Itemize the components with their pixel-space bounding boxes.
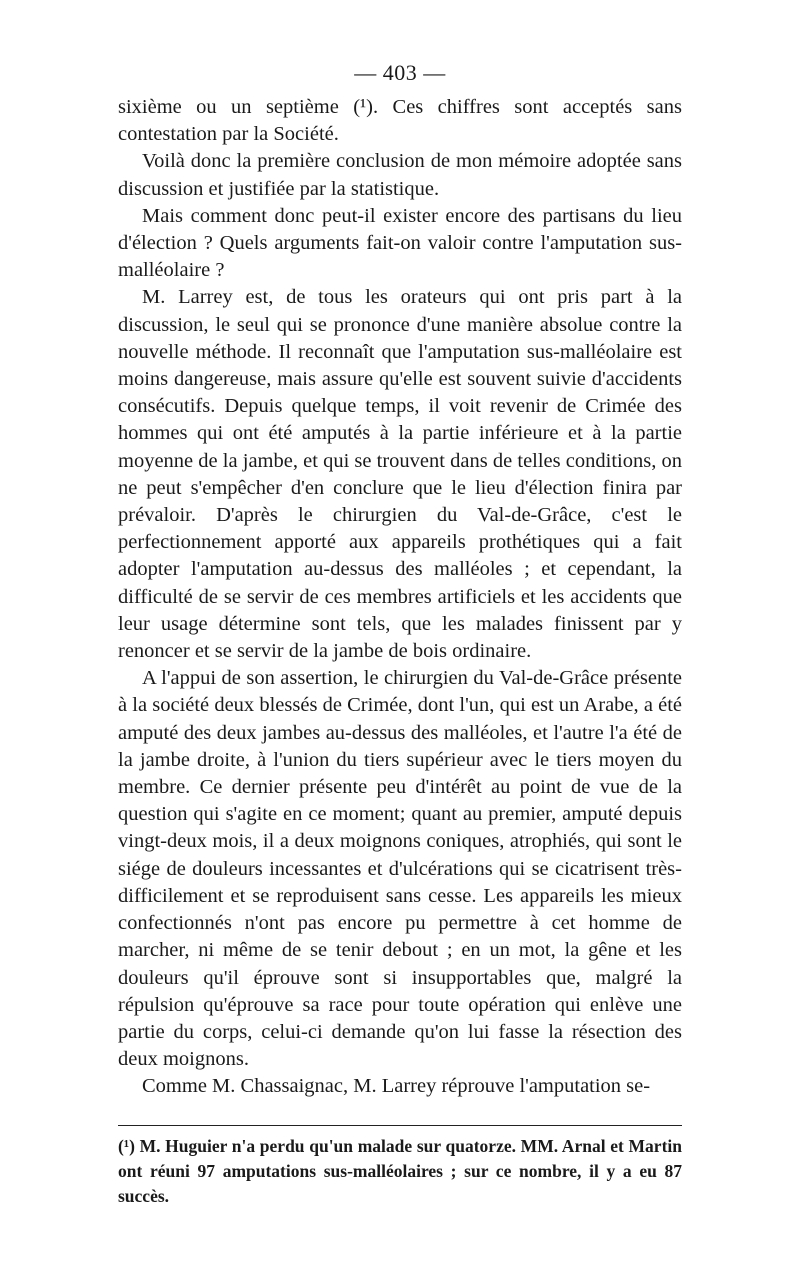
body-text xyxy=(118,94,682,1101)
paragraph: Mais comment donc peut-il exister encore des partisans du lieu d'élection ? Quels arguments fait-on valoir contre l'amputation sus-malléolaire ? xyxy=(118,204,682,282)
paragraph: A l'appui de son assertion, le chirurgien du Val-de-Grâce présente à la société deux blessés de Crimée, dont l'un, qui est un Arabe, a été amputé des deux jambes au-dessus des malléoles, et l'autre l'a été de la jambe droite, à l'union du tiers supérieur avec le tiers moyen du membre. Ce dernier présente peu d'intérêt au point de vue de la question qui s'agite en ce moment; quant au premier, amputé depuis vingt-deux mois, il a deux moignons coniques, atrophiés, qui sont le siége de douleurs incessantes et d'ulcérations qui se cicatrisent très-difficilement et se reproduisent sans cesse. Les appareils les mieux confectionnés n'ont pas encore pu permettre à cet homme de marcher, ni même de se tenir debout ; en un mot, la gêne et les douleurs qu'il éprouve sont si insupportables que, malgré la répulsion qu'éprouve sa race pour toute opération qui enlève une partie du corps, celui-ci demande qu'on lui fasse la résection des deux moignons. xyxy=(118,667,682,1071)
paragraph: Voilà donc la première conclusion de mon mémoire adoptée sans discussion et justifiée par la statistique. xyxy=(118,150,682,200)
book-page xyxy=(118,58,682,1209)
paragraph: M. Larrey est, de tous les orateurs qui ont pris part à la discussion, le seul qui se prononce d'une manière absolue contre la nouvelle méthode. Il reconnaît que l'amputation sus-malléolaire est moins dangereuse, mais assure qu'elle est souvent suivie d'accidents consécutifs. Depuis quelque temps, il voit revenir de Crimée des hommes qui ont été amputés à la partie inférieure et à la partie moyenne de la jambe, et qui se trouvent dans de telles conditions, on ne peut s'empêcher d'en conclure que le lieu d'élection finira par prévaloir. D'après le chirurgien du Val-de-Grâce, c'est le perfectionnement apporté aux appareils prothétiques qui a fait adopter l'amputation au-dessus des malléoles ; et cependant, la difficulté de se servir de ces membres artificiels et les accidents que leur usage détermine sont tels, que les malades finissent par y renoncer et se servir de la jambe de bois ordinaire. xyxy=(118,286,682,663)
paragraph: Comme M. Chassaignac, M. Larrey réprouve l'amputation se- xyxy=(142,1075,651,1098)
page-number: — 403 — xyxy=(354,60,446,85)
footnote-divider xyxy=(118,1125,682,1127)
footnote: (¹) M. Huguier n'a perdu qu'un malade sur quatorze. MM. Arnal et Martin ont réuni 97 amputations sus-malléolaires ; sur ce nombre, il y a eu 87 succès. xyxy=(118,1136,682,1207)
paragraph-continuation: sixième ou un septième (¹). Ces chiffres sont acceptés sans contestation par la Société. xyxy=(118,96,682,146)
